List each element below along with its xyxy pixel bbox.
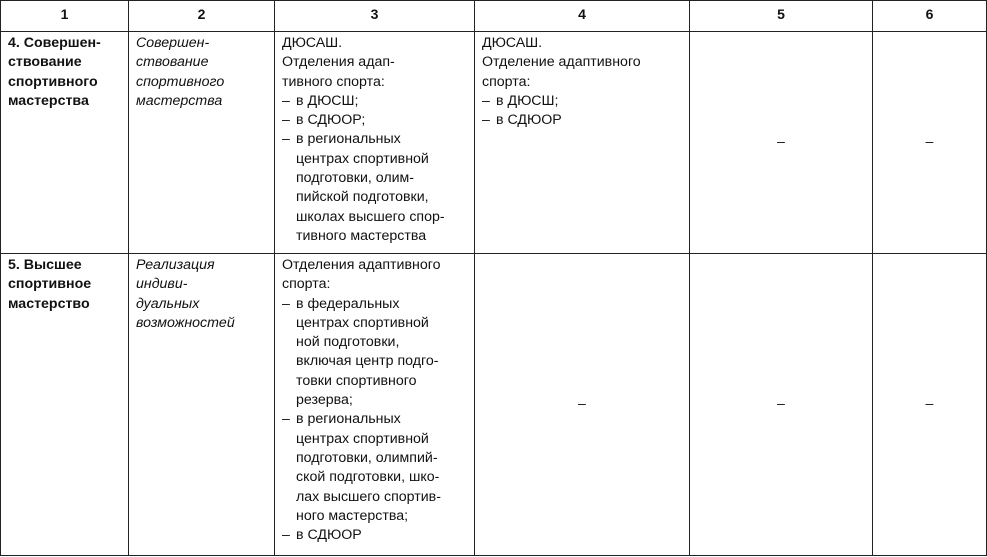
organizations-cell bbox=[275, 32, 475, 254]
org-subheading: Отделения адап- тивного спорта: bbox=[282, 54, 395, 90]
dash-placeholder: – bbox=[578, 395, 586, 412]
stage-title: 4. Совершен- ствование спортивного мастерства bbox=[8, 35, 101, 109]
dash-placeholder: – bbox=[777, 395, 785, 412]
stage-title: 5. Высшее спортивное мастерство bbox=[8, 257, 92, 312]
header-cell-4 bbox=[475, 1, 690, 32]
dash-placeholder: – bbox=[925, 395, 934, 412]
header-label: 4 bbox=[578, 6, 586, 23]
dash-bullet: – bbox=[482, 92, 490, 109]
header-cell-5 bbox=[690, 1, 873, 32]
dash-bullet: – bbox=[282, 92, 290, 109]
header-label: 3 bbox=[370, 6, 379, 23]
org-list bbox=[282, 92, 467, 246]
table-row bbox=[1, 32, 987, 254]
list-item bbox=[482, 92, 682, 111]
list-item-text: в федеральных центрах спортивной ной подготовки, включая центр подго- товки спортивного резерва; bbox=[296, 295, 439, 409]
header-cell-3 bbox=[275, 1, 475, 32]
dash-bullet: – bbox=[282, 131, 290, 148]
dash-bullet: – bbox=[282, 527, 290, 544]
dash-bullet: – bbox=[282, 112, 290, 129]
organizations-cell bbox=[275, 254, 475, 556]
list-item bbox=[282, 92, 467, 111]
stage-cell bbox=[1, 254, 129, 556]
header-row bbox=[1, 1, 987, 32]
list-item-text: в СДЮОР bbox=[496, 112, 562, 129]
header-cell-2 bbox=[129, 1, 275, 32]
list-item bbox=[282, 295, 467, 411]
org-heading: ДЮСАШ. bbox=[482, 35, 543, 51]
goal-cell bbox=[129, 254, 275, 556]
empty-cell bbox=[690, 254, 873, 556]
header-label: 5 bbox=[777, 6, 785, 23]
header-label: 6 bbox=[925, 6, 934, 23]
dash-bullet: – bbox=[482, 112, 490, 129]
org-heading: ДЮСАШ. bbox=[282, 35, 343, 51]
organizations-cell bbox=[475, 32, 690, 254]
dash-bullet: – bbox=[282, 295, 290, 312]
org-list bbox=[282, 295, 467, 546]
dash-bullet: – bbox=[282, 411, 290, 428]
header-cell-1 bbox=[1, 1, 129, 32]
goal-text: Совершен- ствование спортивного мастерства bbox=[136, 35, 225, 109]
list-item bbox=[282, 130, 467, 246]
dash-placeholder: – bbox=[777, 133, 785, 150]
list-item-text: в СДЮОР bbox=[296, 527, 362, 544]
header-label: 2 bbox=[197, 6, 206, 23]
list-item bbox=[282, 526, 467, 545]
list-item bbox=[482, 111, 682, 130]
header-cell-6 bbox=[873, 1, 987, 32]
org-subheading: Отделения адаптивного спорта: bbox=[282, 257, 441, 293]
list-item-text: в ДЮСШ; bbox=[496, 92, 559, 109]
dash-placeholder: – bbox=[925, 133, 934, 150]
org-subheading: Отделение адаптивного спорта: bbox=[482, 54, 641, 90]
stage-cell bbox=[1, 32, 129, 254]
list-item-text: в региональных центрах спортивной подготовки, олим- пийской подготовки, школах высшего спор- тивного мастерства bbox=[296, 131, 445, 244]
list-item-text: в ДЮСШ; bbox=[296, 92, 359, 109]
table-row bbox=[1, 254, 987, 556]
list-item bbox=[282, 111, 467, 130]
list-item bbox=[282, 410, 467, 526]
org-list bbox=[482, 92, 682, 131]
empty-cell bbox=[873, 32, 987, 254]
empty-cell bbox=[873, 254, 987, 556]
empty-cell bbox=[690, 32, 873, 254]
list-item-text: в СДЮОР; bbox=[296, 112, 366, 129]
goal-cell bbox=[129, 32, 275, 254]
list-item-text: в региональных центрах спортивной подготовки, олимпий- ской подготовки, шко- лах высшего спортив- ного мастерства; bbox=[296, 411, 441, 524]
empty-cell bbox=[475, 254, 690, 556]
header-label: 1 bbox=[60, 6, 69, 23]
goal-text: Реализация индиви- дуальных возможностей bbox=[136, 257, 235, 331]
